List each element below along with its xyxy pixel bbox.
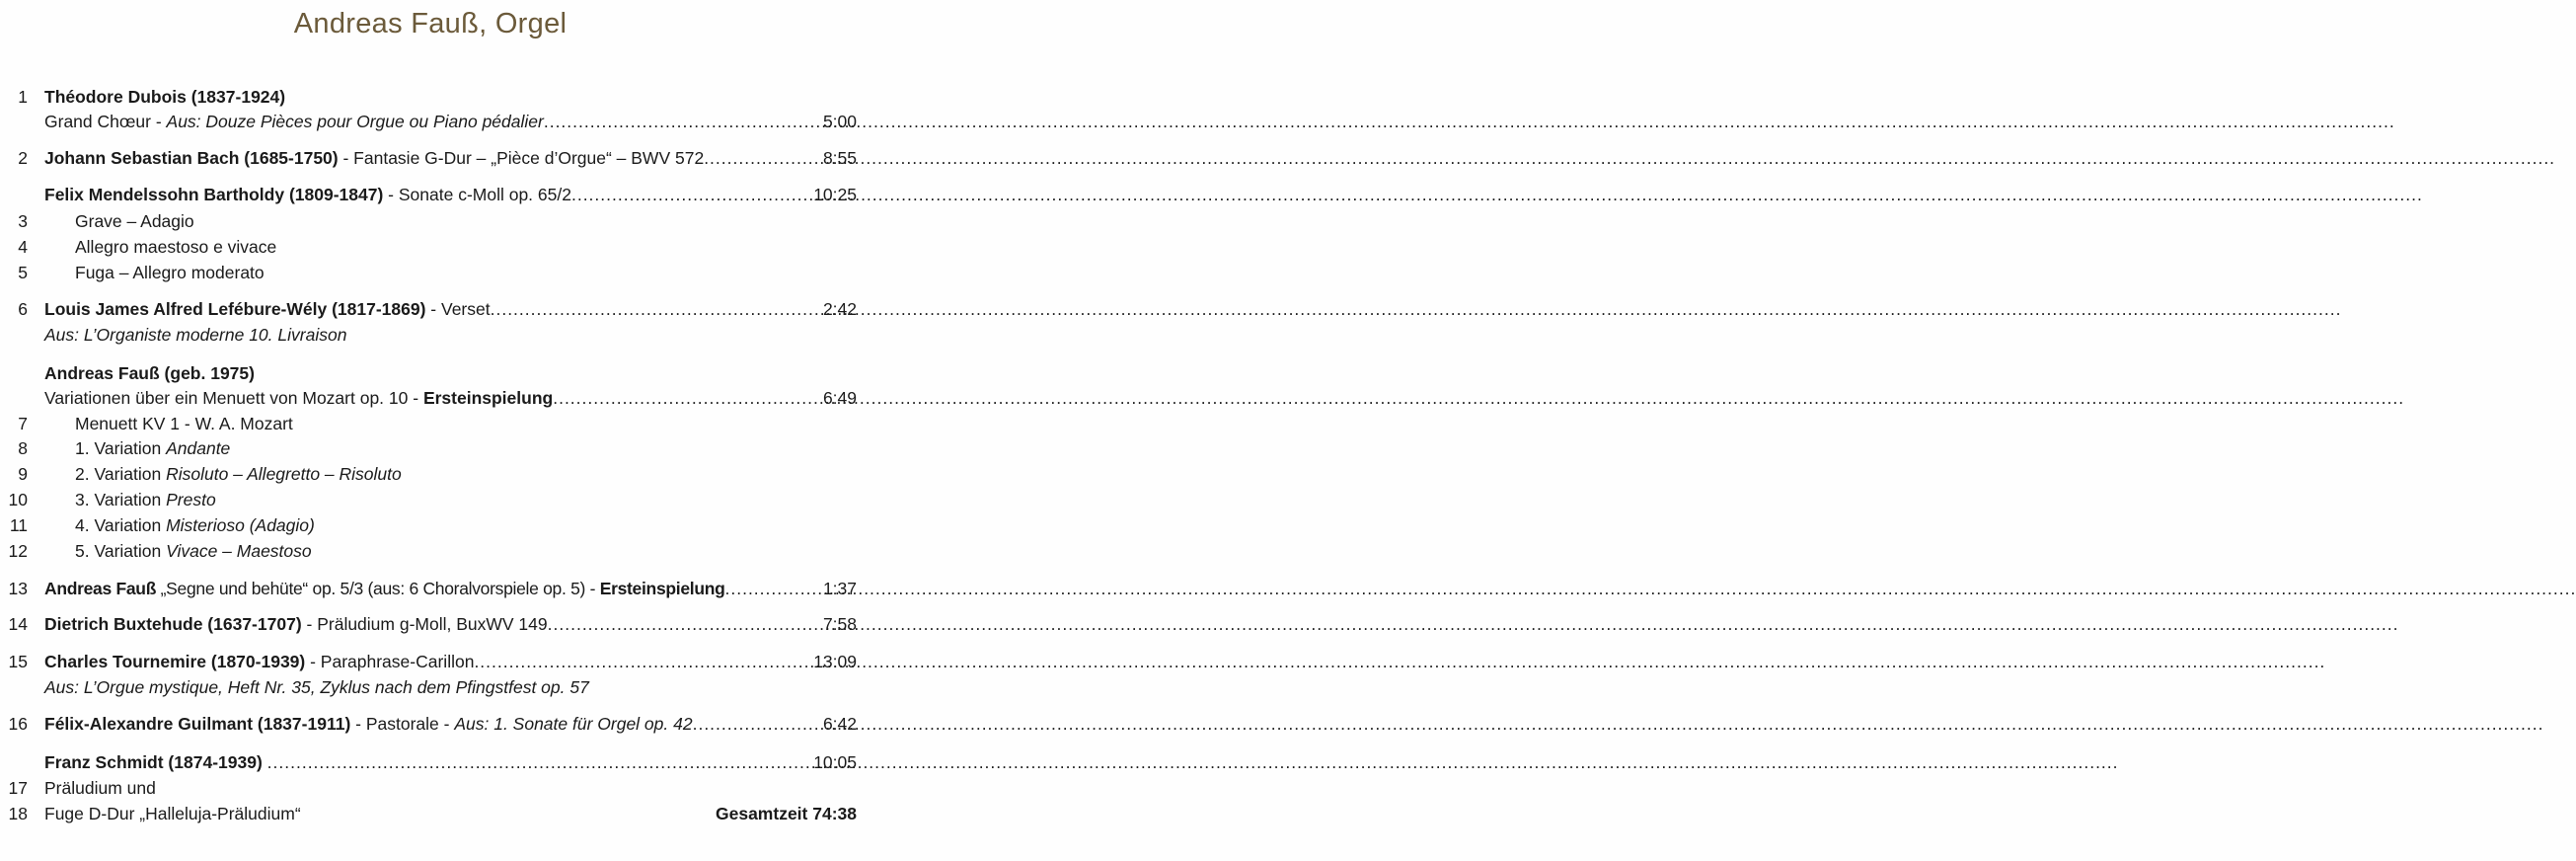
composer: Dietrich Buxtehude (1637-1707): [44, 614, 302, 634]
premiere-note: Ersteinspielung: [599, 579, 725, 598]
leader-dots: [725, 577, 823, 600]
tempo: Risoluto – Allegretto – Risoluto: [166, 464, 402, 484]
movement: Fuge D-Dur „Halleluja-Präludium“: [44, 804, 301, 823]
track-number: 12: [8, 541, 28, 561]
track-number: 9: [18, 464, 28, 484]
composer: Théodore Dubois (1837-1924): [44, 87, 286, 107]
track-number: 16: [8, 714, 28, 734]
fauss-work: [0, 386, 861, 410]
track-number: 18: [8, 804, 28, 823]
track-15-source: [0, 675, 861, 699]
track-11: 11 4. Variation Misterioso (Adagio): [0, 513, 861, 537]
track-3: [0, 209, 861, 233]
track-17: [0, 776, 861, 800]
track-number: 4: [18, 237, 28, 257]
work-title: - Pastorale -: [350, 714, 455, 734]
fauss-header: [0, 361, 861, 385]
leader-dots: [704, 146, 823, 170]
tempo: Presto: [166, 490, 216, 509]
composer: Félix-Alexandre Guilmant (1837-1911): [44, 714, 351, 734]
movement: Präludium und: [44, 778, 156, 798]
track-number: 13: [8, 579, 28, 598]
track-time: 5:00: [822, 112, 857, 131]
track-time: 8:55: [822, 148, 857, 168]
track-16: [0, 712, 861, 736]
movement: Grave – Adagio: [75, 211, 194, 231]
track-time: 10:25: [813, 185, 857, 204]
track-number: 8: [18, 438, 28, 458]
work-title: - Paraphrase-Carillon: [305, 652, 475, 671]
work-title: - Sonate c-Moll op. 65/2: [383, 185, 571, 204]
movement: Fuga – Allegro moderato: [75, 263, 265, 282]
work-source: Aus: L’Orgue mystique, Heft Nr. 35, Zyklus nach dem Pfingstfest op. 57: [44, 677, 589, 697]
work-title: - Verset: [425, 299, 491, 319]
track-time: 13:09: [813, 652, 857, 671]
work-source: Aus: L’Organiste moderne 10. Livraison: [44, 325, 347, 345]
track-1-detail: Grand Chœur - Aus: Douze Pièces pour Orgue ou Piano pédalier ..... 5:00: [0, 110, 861, 133]
leader-dots: [571, 183, 813, 206]
track-1-header: [0, 85, 861, 109]
work-title: Variationen über ein Menuett von Mozart op. 10 -: [44, 388, 423, 408]
track-time: 6:49: [822, 388, 857, 408]
track-time: 10:05: [813, 752, 857, 772]
tempo: Vivace – Maestoso: [166, 541, 312, 561]
track-6: [0, 297, 861, 321]
composer: Andreas Fauß: [44, 579, 157, 598]
leader-dots: [544, 110, 823, 133]
track-number: 2: [18, 148, 28, 168]
track-number: 6: [18, 299, 28, 319]
track-number: 7: [18, 414, 28, 433]
track-18: [0, 802, 861, 825]
premiere-note: Ersteinspielung: [422, 388, 554, 408]
track-number: 17: [8, 778, 28, 798]
track-number: 11: [9, 515, 28, 535]
track-number: 1: [18, 87, 28, 107]
track-number: 10: [8, 490, 28, 509]
leader-dots: [548, 612, 823, 636]
work-source: Aus: 1. Sonate für Orgel op. 42: [454, 714, 693, 734]
composer: Johann Sebastian Bach (1685-1750): [44, 148, 339, 168]
work-title: Grand Chœur: [44, 112, 151, 131]
tempo: Andante: [166, 438, 231, 458]
track-13: [0, 577, 861, 600]
track-9: 9 2. Variation Risoluto – Allegretto – Risoluto: [0, 462, 861, 486]
track-number: 14: [8, 614, 28, 634]
mendelssohn-header: [0, 183, 861, 206]
movement: Allegro maestoso e vivace: [75, 237, 277, 257]
composer: Franz Schmidt (1874-1939): [44, 752, 263, 772]
work-title: - Präludium g-Moll, BuxWV 149: [301, 614, 548, 634]
track-7: [0, 412, 861, 435]
track-number: 15: [8, 652, 28, 671]
leader-dots: [267, 750, 814, 774]
schmidt-header: [0, 750, 861, 774]
work-title: „Segne und behüte“ op. 5/3 (aus: 6 Choralvorspiele op. 5) -: [156, 579, 600, 598]
leader-dots: [491, 297, 823, 321]
track-2: [0, 146, 861, 170]
track-time: 2:42: [822, 299, 857, 319]
leader-dots: [553, 386, 823, 410]
track-15: [0, 650, 861, 673]
work-title: - Fantasie G-Dur – „Pièce d’Orgue“ – BWV 572: [338, 148, 705, 168]
composer: Andreas Fauß (geb. 1975): [44, 363, 255, 383]
composer: Felix Mendelssohn Bartholdy (1809-1847): [44, 185, 384, 204]
track-12: 12 5. Variation Vivace – Maestoso: [0, 539, 861, 563]
leader-dots: [693, 712, 823, 736]
track-number: 5: [18, 263, 28, 282]
total-duration: Gesamtzeit 74:38: [716, 804, 857, 823]
track-6-source: [0, 323, 861, 347]
track-time: 1:37: [822, 579, 857, 598]
track-4: [0, 235, 861, 259]
composer: Louis James Alfred Lefébure-Wély (1817-1869): [44, 299, 426, 319]
track-14: [0, 612, 861, 636]
track-5: [0, 261, 861, 284]
track-8: 8 1. Variation Andante: [0, 436, 861, 460]
work-source: Aus: Douze Pièces pour Orgue ou Piano pédalier: [166, 112, 544, 131]
track-10: 10 3. Variation Presto: [0, 488, 861, 511]
page-title: Andreas Fauß, Orgel: [293, 8, 568, 39]
track-time: 7:58: [822, 614, 857, 634]
track-number: 3: [18, 211, 28, 231]
tempo: Misterioso (Adagio): [166, 515, 315, 535]
movement: Menuett KV 1 - W. A. Mozart: [75, 414, 293, 433]
leader-dots: [474, 650, 813, 673]
composer: Charles Tournemire (1870-1939): [44, 652, 306, 671]
track-time: 6:42: [822, 714, 857, 734]
